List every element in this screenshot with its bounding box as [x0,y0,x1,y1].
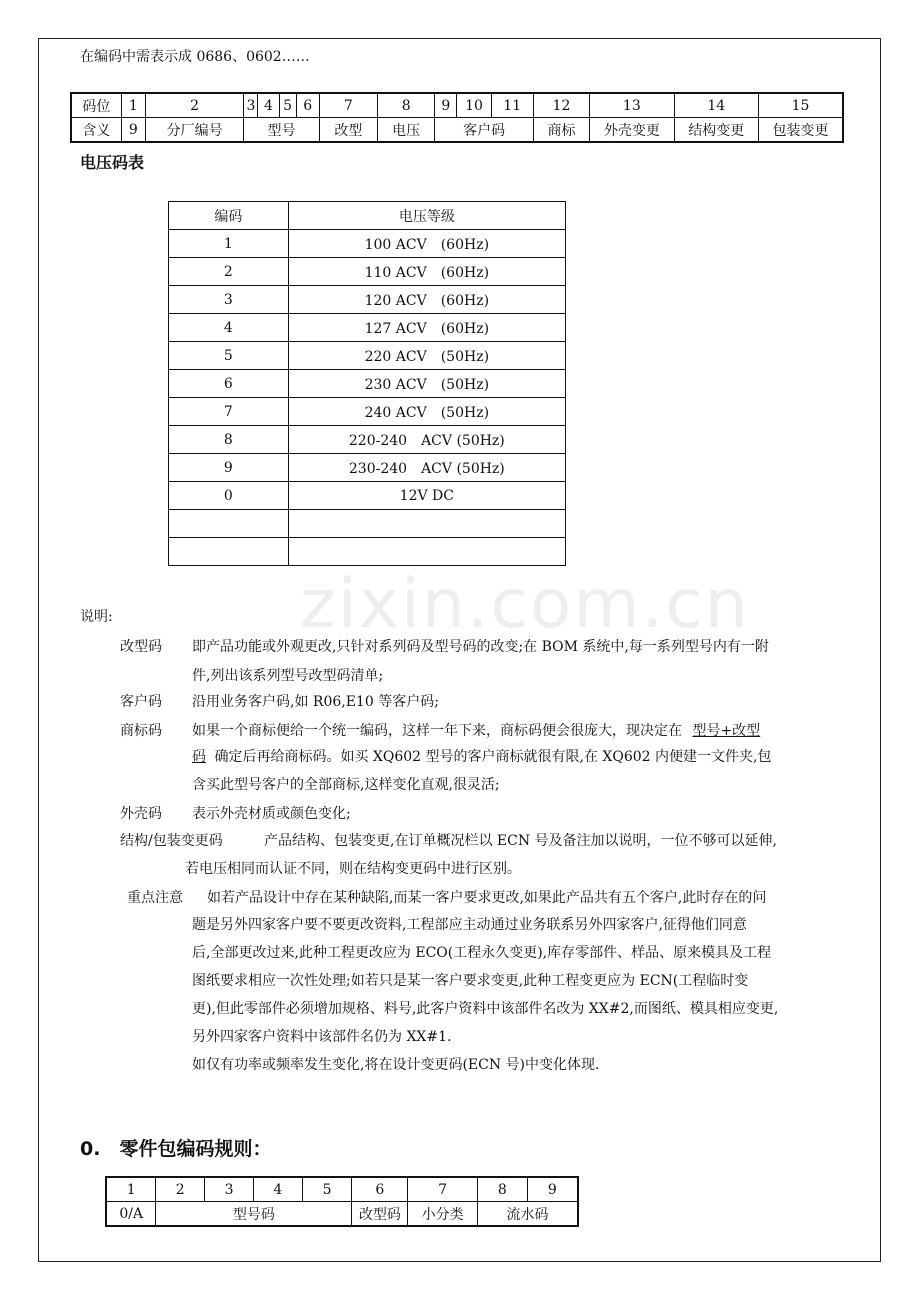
note-text: 产品结构、包装变更,在订单概况栏以 ECN 号及备注加以说明，一位不够可以延伸, [264,833,777,849]
voltage-table-title: 电压码表 [80,153,145,172]
voltage-cell: 100 ACV (60Hz) [288,230,565,258]
note-text: 如果一个商标便给一个统一编码，这样一年下来，商标码便会很庞大，现决定在 [192,723,682,739]
cell: 9 [435,93,457,118]
voltage-cell: 230 ACV (50Hz) [288,370,565,398]
voltage-cell: 110 ACV (60Hz) [288,258,565,286]
note-text: 件,列出该系列型号改型码清单; [192,668,384,684]
watermark: zixin.com.cn [300,565,750,644]
note-text: 图纸要求相应一次性处理;如若只是某一客户要求变更,此种工程变更应为 ECN(工程临时变 [192,973,749,989]
section-title: 0. 零件包编码规则： [80,1138,272,1160]
cell: 4 [258,93,279,118]
code-cell: 1 [169,230,289,258]
cell: 2 [145,93,244,118]
note-text: 沿用业务客户码,如 R06,E10 等客户码; [192,694,439,710]
cell: 14 [674,93,758,118]
table-row [169,510,566,538]
cell: 6 [352,1177,408,1202]
cell: 8 [477,1177,527,1202]
code-cell: 8 [169,426,289,454]
cell: 电压 [378,118,435,143]
code-cell [169,510,289,538]
code-cell: 3 [169,286,289,314]
cell: 外壳变更 [590,118,674,143]
code-cell: 4 [169,314,289,342]
note-text: 题是另外四家客户要不要更改资料,工程部应主动通过业务联系另外四家客户,征得他们同意 [192,917,747,933]
table-row [169,454,566,482]
cell: 12 [533,93,589,118]
table-row [169,482,566,510]
cell: 7 [408,1177,478,1202]
cell: 15 [758,93,843,118]
table-row [169,230,566,258]
cell: 型号码 [156,1202,352,1227]
cell: 分厂编号 [145,118,244,143]
note-text: 如若产品设计中存在某种缺陷,而某一客户要求更改,如果此产品共有五个客户,此时存在的问 [207,890,767,906]
voltage-cell: 230-240 ACV (50Hz) [288,454,565,482]
table-row [169,286,566,314]
note-text: 即产品功能或外观更改,只针对系列码及型号码的改变;在 BOM 系统中,每一系列型号内有一附 [192,639,769,655]
cell: 6 [296,93,319,118]
cell: 9 [121,118,145,143]
cell: 0/A [106,1202,156,1227]
table-row [169,370,566,398]
table-row [169,538,566,566]
code-cell: 5 [169,342,289,370]
cell: 1 [106,1177,156,1202]
code-cell: 2 [169,258,289,286]
voltage-cell: 220 ACV (50Hz) [288,342,565,370]
voltage-cell [288,538,565,566]
note-text: 更),但此零部件必须增加规格、料号,此客户资料中该部件名改为 XX#2,而图纸、模具相应变更, [192,1001,779,1017]
column-header: 编码 [169,202,289,230]
note-text: 若电压相同而认证不同，则在结构变更码中进行区别。 [185,861,521,877]
note-line [192,720,760,740]
cell: 8 [378,93,435,118]
code-cell [169,538,289,566]
cell: 流水码 [477,1202,578,1227]
cell: 1 [121,93,145,118]
cell: 3 [205,1177,254,1202]
note-label-brand: 商标码 [120,723,162,739]
cell: 结构变更 [674,118,758,143]
note-label-modify: 改型码 [120,639,162,655]
cell: 13 [590,93,674,118]
cell: 5 [302,1177,352,1202]
note-label-shell: 外壳码 [120,806,162,822]
cell: 改型 [319,118,377,143]
table-row [169,426,566,454]
code-cell: 6 [169,370,289,398]
part-meaning-row [106,1202,578,1227]
table-header-row [169,202,566,230]
bit-position-row [71,93,843,118]
note-label-customer: 客户码 [120,694,162,710]
cell: 7 [319,93,377,118]
voltage-cell: 220-240 ACV (50Hz) [288,426,565,454]
table-row [169,314,566,342]
cell: 含义 [71,118,121,143]
part-position-row [106,1177,578,1202]
table-row [169,398,566,426]
cell: 商标 [533,118,589,143]
note-text: 确定后再给商标码。如买 XQ602 型号的客户商标就很有限,在 XQ602 内便建一文件夹,包 [214,749,772,765]
cell: 包装变更 [758,118,843,143]
table-row [169,342,566,370]
cell: 小分类 [408,1202,478,1227]
note-underlined-text: 码 [192,749,206,765]
note-text: 后,全部更改过来,此种工程更改应为 ECO(工程永久变更),库存零部件、样品、原来模具及工程 [192,945,772,961]
voltage-cell: 12V DC [288,482,565,510]
cell: 型号 [244,118,319,143]
cell: 4 [253,1177,302,1202]
note-label-structure: 结构/包装变更码 [120,833,223,849]
cell: 5 [279,93,296,118]
note-text: 含买此型号客户的全部商标,这样变化直观,很灵活; [192,777,500,793]
note-underlined-text: 型号+改型 [692,723,761,739]
note-text: 另外四家客户资料中该部件名仍为 XX#1. [192,1029,452,1045]
cell: 11 [491,93,533,118]
code-cell: 7 [169,398,289,426]
cell: 码位 [71,93,121,118]
note-text: 表示外壳材质或颜色变化; [192,806,351,822]
voltage-cell [288,510,565,538]
note-label-important: 重点注意 [127,890,183,906]
cell: 3 [244,93,258,118]
table-row [169,258,566,286]
voltage-cell: 120 ACV (60Hz) [288,286,565,314]
code-cell: 0 [169,482,289,510]
notes-title: 说明: [80,609,113,625]
bit-meaning-row [71,118,843,143]
cell: 改型码 [352,1202,408,1227]
column-header: 电压等级 [288,202,565,230]
code-cell: 9 [169,454,289,482]
note-line [192,746,772,766]
cell: 9 [527,1177,578,1202]
note-text: 如仅有功率或频率发生变化,将在设计变更码(ECN 号)中变化体现. [192,1057,600,1073]
bit-position-table [70,92,844,143]
cell: 2 [156,1177,205,1202]
voltage-cell: 240 ACV (50Hz) [288,398,565,426]
cell: 10 [457,93,491,118]
voltage-code-table [168,201,566,566]
intro-text: 在编码中需表示成 0686、0602…… [80,49,310,65]
voltage-cell: 127 ACV (60Hz) [288,314,565,342]
part-code-table [105,1176,579,1227]
cell: 客户码 [435,118,534,143]
